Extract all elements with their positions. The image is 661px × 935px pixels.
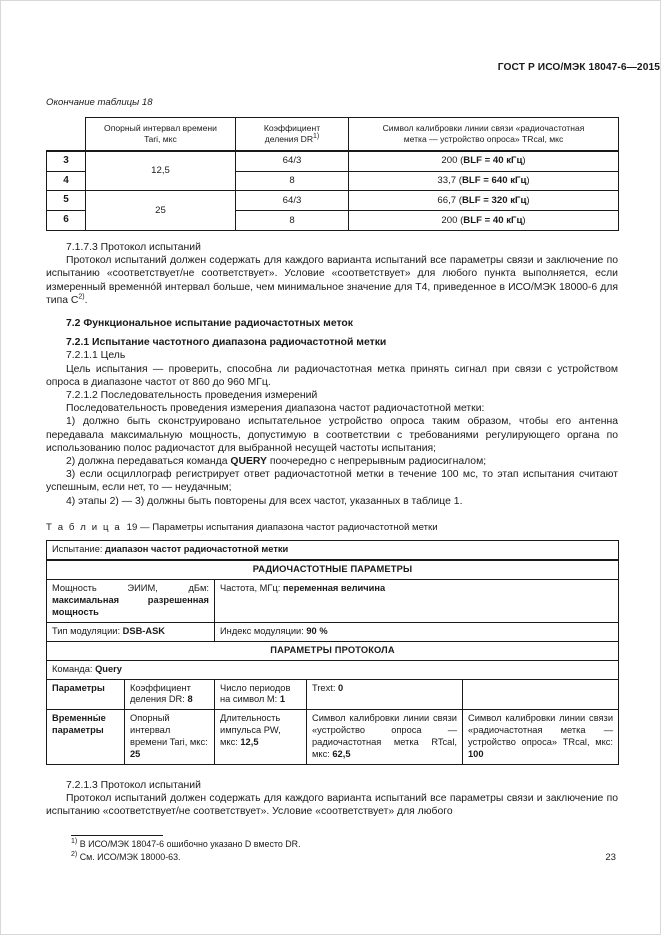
clause-7-2-title: 7.2 Функциональное испытание радиочастотных меток [66, 318, 353, 330]
table-row [47, 580, 619, 623]
footnote-2 [46, 852, 618, 864]
table18-row-number: 6 [47, 211, 86, 231]
table18-header-trcal: Символ калибровки линии связи «радиочастотная метка — устройство опроса» TRcal, мкс [349, 117, 619, 151]
table19-time-pw: Длительность импульса PW, мкс: 12,5 [215, 710, 307, 765]
table-row [47, 641, 619, 660]
table18-cell-trcal: 200 (BLF = 40 кГц) [349, 211, 619, 231]
table-row [47, 622, 619, 641]
table19-param-empty [463, 679, 619, 710]
footnote-separator-rule [71, 835, 163, 836]
table19-time-tari: Опорный интервал времени Tari, мкс: 25 [125, 710, 215, 765]
table19-time-rtcal: Символ калибровки линии связи «устройство опроса — радиочастотная метка RTcal, мкс: 62,5 [307, 710, 463, 765]
table19-param-trext: Trext: 0 [307, 679, 463, 710]
table-row [47, 191, 619, 211]
table-row [47, 710, 619, 765]
table18-row-number: 4 [47, 171, 86, 191]
table19-command-cell: Команда: Query [47, 660, 619, 679]
clause-7-1-7-3-text: Протокол испытаний должен содержать для каждого варианта испытаний все параметры связи и заключение по испытанию «соответствует/не соответствует». Условие «соответствует» для любого пункта выполняется, если измеренный временнóй интервал больше, чем минимальное значение для T4, приведенное в ИСО/МЭК 18000-6 для типа С [46, 255, 618, 306]
table19-time-trcal: Символ калибровки линии связи «радиочастотная метка — устройство опроса» TRcal, мкс: 100 [463, 710, 619, 765]
footnote-2-text: См. ИСО/МЭК 18000-63. [77, 852, 181, 863]
table18-cell-dr: 8 [236, 211, 349, 231]
clause-7-1-7-3-title: 7.1.7.3 Протокол испытаний [66, 242, 201, 254]
page-number: 23 [605, 852, 616, 863]
clause-7-2-1-title: 7.2.1 Испытание частотного диапазона радиочастотной метки [66, 337, 387, 349]
clause-7-2-1-1-paragraph: Цель испытания — проверить, способна ли радиочастотная метка принять сигнал при связи с устройством опроса в диапазоне частот от 860 до 960 МГц. [46, 363, 618, 388]
table-row [47, 679, 619, 710]
table19-section-protocol: ПАРАМЕТРЫ ПРОТОКОЛА [47, 641, 619, 660]
table18-cell-dr: 64/3 [236, 191, 349, 211]
table18-corner-cell [47, 117, 86, 151]
footnote-marker-1: 1) [313, 132, 320, 140]
table18-header-tari: Опорный интервал времени Tari, мкс [86, 117, 236, 151]
clause-7-2-1-2-title: 7.2.1.2 Последовательность проведения измерений [66, 390, 318, 402]
table18-caption: Окончание таблицы 18 [46, 97, 153, 108]
table18-cell-dr: 8 [236, 171, 349, 191]
footnote-1-marker: 1) [71, 838, 78, 846]
table18-cell-trcal: 66,7 (BLF = 320 кГц) [349, 191, 619, 211]
table-row [47, 541, 619, 560]
document-body [46, 97, 618, 865]
table19-test-row: Испытание: диапазон частот радиочастотной метки [47, 541, 619, 560]
clause-7-2-1-2-item-4: 4) этапы 2) — 3) должны быть повторены для всех частот, указанных в таблице 1. [66, 495, 463, 507]
table19-caption: Т а б л и ц а 19 — Параметры испытания диапазона частот радиочастотной метки [46, 521, 438, 533]
clause-7-2-1-2-lead: Последовательность проведения измерения диапазона частот радиочастотной метки: [66, 403, 485, 415]
clause-7-1-7-3-paragraph: Протокол испытаний должен содержать для каждого варианта испытаний все параметры связи и заключение по испытанию «соответствует/не соответствует». Условие «соответствует» для любого пункта выполняется, если измеренный временнóй интервал больше, чем минимальное значение для T4, приведенное в ИСО/МЭК 18000-6 для типа С$^{2)}$. [46, 255, 618, 306]
table-row [47, 117, 619, 151]
clause-7-2-1-1-title: 7.2.1.1 Цель [66, 350, 126, 362]
table18-cell-trcal: 33,7 (BLF = 640 кГц) [349, 171, 619, 191]
table19-param-m: Число периодов на символ M: 1 [215, 679, 307, 710]
table19-power-cell: Мощность ЭИИМ, дБм: максимальная разрешенная мощность [47, 580, 215, 623]
table19-modulation-index-cell: Индекс модуляции: 90 % [215, 622, 619, 641]
footnote-2-marker: 2) [71, 851, 78, 859]
table19-modulation-type-cell: Тип модуляции: DSB-ASK [47, 622, 215, 641]
table19-time-row-label: Временны́е параметры [47, 710, 125, 765]
document-header-standard-number: ГОСТ Р ИСО/МЭК 18047-6—2015 [497, 62, 660, 73]
clause-7-2-1-2-item-1: 1) должно быть сконструировано испытательное устройство опроса таким образом, чтобы его антенна передавала максимальную мощность, допустимую в соответствии с требованиями регулирующего органа по использованию полос радиочастот для выбранной несущей частоты испытания; [46, 416, 618, 454]
table18-cell-tari: 12,5 [86, 151, 236, 191]
table18-row-number: 3 [47, 151, 86, 171]
table-19 [46, 540, 619, 764]
clause-7-2-1-2-item-2: 2) должна передаваться команда QUERY поочередно с непрерывным радиосигналом; [66, 456, 487, 468]
table18-cell-trcal: 200 (BLF = 40 кГц) [349, 151, 619, 171]
table19-params-row-label: Параметры [47, 679, 125, 710]
table19-frequency-cell: Частота, МГц: переменная величина [215, 580, 619, 623]
table-18-continuation [46, 117, 619, 232]
table-row [47, 660, 619, 679]
table19-section-rf: РАДИОЧАСТОТНЫЕ ПАРАМЕТРЫ [47, 560, 619, 579]
table18-cell-tari: 25 [86, 191, 236, 231]
table18-row-number: 5 [47, 191, 86, 211]
table-row [47, 151, 619, 171]
query-command-keyword: QUERY [230, 456, 267, 468]
clause-7-2-1-3-title: 7.2.1.3 Протокол испытаний [66, 779, 201, 791]
table18-cell-dr: 64/3 [236, 151, 349, 171]
table19-param-dr: Коэффициент деления DR: 8 [125, 679, 215, 710]
footnote-1-text: В ИСО/МЭК 18047-6 ошибочно указано D вместо DR. [77, 839, 301, 850]
footnote-1 [46, 839, 618, 851]
footnote-marker-2: 2) [78, 293, 85, 301]
clause-7-2-1-2-item-3: 3) если осциллограф регистрирует ответ радиочастотной метки в течение 100 мс, то этап испытания считают успешным, если нет, то — неудачным; [46, 469, 618, 494]
table18-header-dr: Коэффициент деления DR$^{1)}$ [236, 117, 349, 151]
clause-7-2-1-3-paragraph: Протокол испытаний должен содержать для каждого варианта испытаний все параметры связи и заключение по испытанию «соответствует/не соответствует». Условие «соответствует» для любого [46, 793, 618, 818]
table-row [47, 560, 619, 579]
